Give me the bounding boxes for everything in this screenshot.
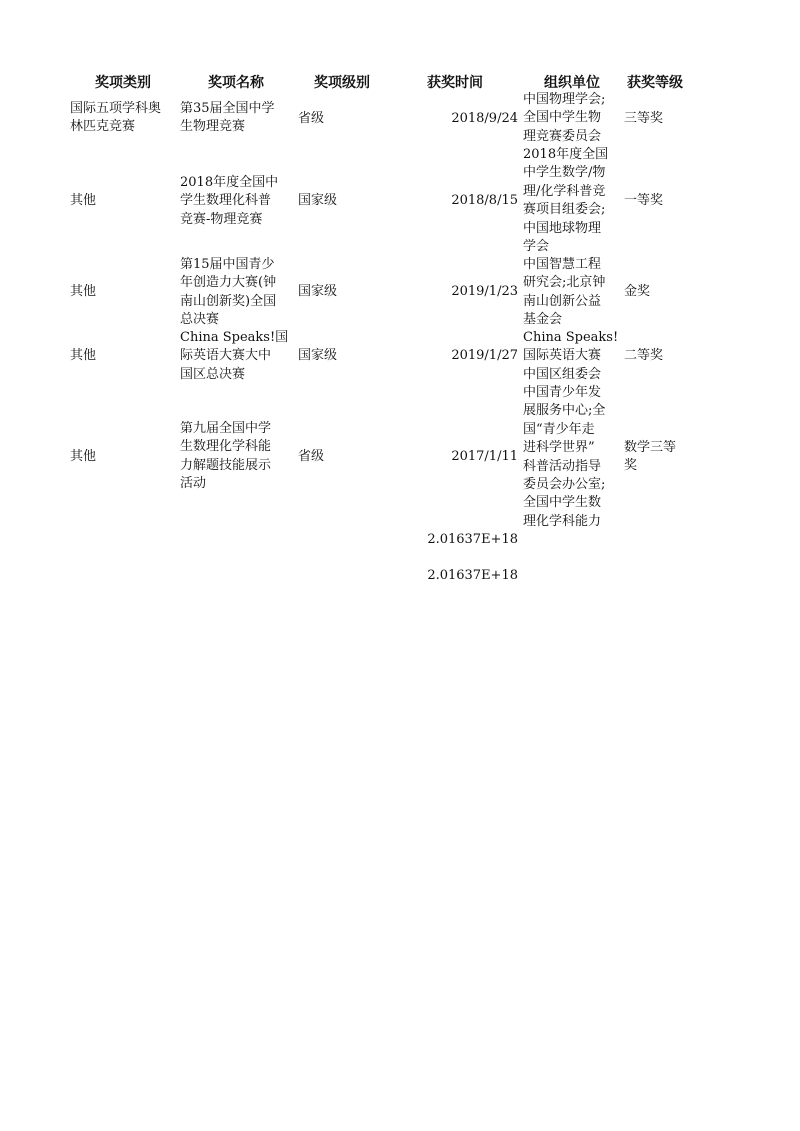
cell-name: 2018年度全国中 学生数理化科普 竞赛-物理竞赛 — [180, 175, 279, 227]
cell-name: 第九届全国中学 生数理化学科能 力解题技能展示 活动 — [180, 421, 272, 492]
cell-category: 其他 — [70, 348, 97, 363]
cell-category: 其他 — [70, 193, 97, 208]
cell-grade: 二等奖 — [624, 348, 664, 363]
header-name: 奖项名称 — [208, 75, 264, 91]
header-grade: 获奖等级 — [627, 75, 683, 91]
cell-level: 省级 — [298, 449, 325, 464]
cell-organizer: 中国青少年发 展服务中心;全 国“青少年走 进科学世界” 科普活动指导 委员会办公室; 全国中学生数 理化学科能力 — [523, 385, 606, 529]
header-organizer: 组织单位 — [544, 75, 600, 91]
cell-level: 国家级 — [298, 193, 338, 208]
cell-grade: 金奖 — [624, 284, 651, 299]
cell-category: 国际五项学科奥 林匹克竞赛 — [70, 101, 162, 135]
cell-name: 第15届中国青少 年创造力大赛(钟 南山创新奖)全国 总决赛 — [180, 257, 277, 328]
header-time: 获奖时间 — [427, 75, 483, 91]
cell-name: 第35届全国中学 生物理竞赛 — [180, 101, 275, 135]
cell-time: 2017/1/11 — [451, 449, 518, 464]
cell-grade: 数学三等 奖 — [624, 440, 677, 474]
cell-category: 其他 — [70, 284, 97, 299]
cell-level: 省级 — [298, 111, 325, 126]
cell-time: 2018/8/15 — [451, 193, 518, 208]
header-category: 奖项类别 — [95, 75, 151, 91]
header-level: 奖项级别 — [314, 75, 370, 91]
cell-organizer: 2018年度全国 中学生数学/物 理/化学科普竞 赛项目组委会; 中国地球物理 学会 — [523, 147, 609, 255]
cell-time: 2018/9/24 — [451, 111, 518, 126]
cell-grade: 三等奖 — [624, 111, 664, 126]
extra-value: 2.01637E+18 — [427, 532, 518, 547]
cell-level: 国家级 — [298, 348, 338, 363]
cell-time: 2019/1/27 — [451, 348, 518, 363]
cell-time: 2019/1/23 — [451, 284, 518, 299]
extra-value: 2.01637E+18 — [427, 568, 518, 583]
cell-organizer: China Speaks! 国际英语大赛 中国区组委会 — [523, 330, 619, 382]
cell-level: 国家级 — [298, 284, 338, 299]
cell-category: 其他 — [70, 449, 97, 464]
cell-organizer: 中国物理学会; 全国中学生物 理竞赛委员会 — [523, 92, 606, 144]
cell-name: China Speaks!国 际英语大赛大中 国区总决赛 — [180, 330, 289, 382]
cell-organizer: 中国智慧工程 研究会;北京钟 南山创新公益 基金会 — [523, 257, 606, 328]
cell-grade: 一等奖 — [624, 193, 664, 208]
